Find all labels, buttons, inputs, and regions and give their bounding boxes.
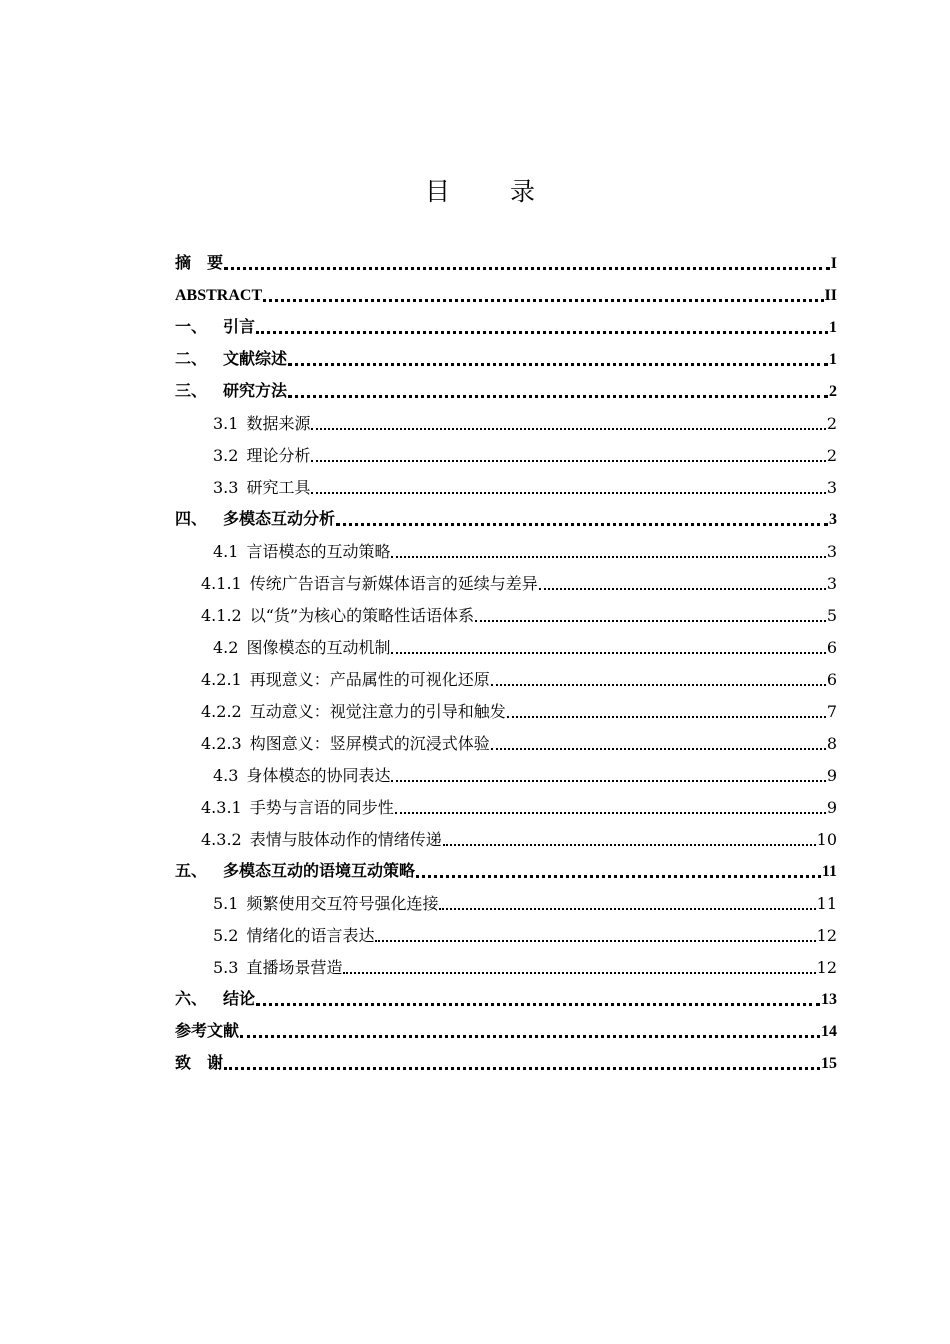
toc-entry-page-number: 5	[826, 606, 837, 625]
toc-entry-page-number: 9	[826, 766, 837, 785]
toc-entry-number: 3.1	[213, 414, 239, 433]
toc-entry[interactable]	[175, 594, 837, 626]
toc-dot-leader	[240, 1035, 820, 1038]
toc-entry[interactable]	[175, 402, 837, 434]
toc-entry-label	[175, 990, 255, 1010]
toc-entry-label	[201, 606, 474, 626]
toc-entry-label	[213, 478, 310, 498]
toc-entry[interactable]	[175, 850, 837, 882]
toc-dot-leader	[256, 331, 828, 334]
toc-entry-label	[201, 734, 490, 754]
toc-entry-text: 互动意义：视觉注意力的引导和触发	[249, 702, 506, 721]
toc-entry[interactable]	[175, 946, 837, 978]
toc-entry-page-number: 14	[821, 1023, 837, 1040]
toc-entry-text: 图像模态的互动机制	[246, 638, 391, 657]
toc-entry-page-number: I	[830, 255, 837, 272]
toc-entry[interactable]	[175, 754, 837, 786]
toc-entry-label	[201, 574, 538, 594]
toc-entry-page-number: 7	[826, 702, 837, 721]
toc-entry-label	[175, 862, 415, 882]
toc-entry-text: 频繁使用交互符号强化连接	[246, 894, 439, 913]
toc-dot-leader	[336, 523, 828, 526]
toc-entry-number: 4.2.2	[201, 702, 242, 721]
toc-entry-label	[201, 670, 490, 690]
toc-entry[interactable]	[175, 274, 837, 306]
toc-entry-label	[213, 638, 390, 658]
toc-entry-label	[213, 414, 310, 434]
toc-entry-number: 4.1	[213, 542, 239, 561]
toc-dot-leader	[256, 1003, 820, 1006]
toc-entry-text: 身体模态的协同表达	[246, 766, 391, 785]
toc-dot-leader	[311, 428, 825, 430]
toc-entry-text: 传统广告语言与新媒体语言的延续与差异	[249, 574, 538, 593]
toc-entry-label	[213, 926, 374, 946]
toc-entry-text: 致 谢	[175, 1055, 224, 1072]
toc-entry-number: 六、	[175, 991, 208, 1008]
toc-entry-label	[175, 1054, 223, 1074]
toc-entry-number: 二、	[175, 351, 208, 368]
toc-entry-label	[175, 510, 335, 530]
toc-entry[interactable]	[175, 1010, 837, 1042]
toc-entry[interactable]	[175, 786, 837, 818]
toc-entry-number: 3.2	[213, 446, 239, 465]
toc-dot-leader	[491, 684, 826, 686]
toc-entry-number: 5.1	[213, 894, 239, 913]
toc-entry-label	[213, 958, 342, 978]
toc-entry[interactable]	[175, 882, 837, 914]
toc-entry[interactable]	[175, 498, 837, 530]
toc-entry-label	[213, 894, 438, 914]
toc-entry-label	[175, 1022, 239, 1042]
toc-entry[interactable]	[175, 530, 837, 562]
toc-entry[interactable]	[175, 914, 837, 946]
toc-entry-page-number: 11	[821, 863, 837, 880]
toc-entry-number: 4.1.2	[201, 606, 242, 625]
toc-entry-page-number: 3	[826, 574, 837, 593]
toc-entry-text: 结论	[223, 991, 256, 1008]
toc-entry-text: 数据来源	[246, 414, 311, 433]
toc-entry[interactable]	[175, 978, 837, 1010]
toc-entry-text: 研究工具	[246, 478, 311, 497]
toc-dot-leader	[288, 363, 828, 366]
toc-entry-number: 一、	[175, 319, 208, 336]
toc-entry-number: 4.2.1	[201, 670, 242, 689]
toc-dot-leader	[475, 620, 826, 622]
toc-entry-text: 多模态互动的语境互动策略	[223, 863, 416, 880]
toc-entry-page-number: 9	[826, 798, 837, 817]
toc-entry[interactable]	[175, 690, 837, 722]
toc-dot-leader	[491, 748, 826, 750]
toc-dot-leader	[263, 299, 823, 302]
toc-entry-page-number: 8	[826, 734, 837, 753]
toc-dot-leader	[416, 875, 821, 878]
toc-entry-page-number: 3	[829, 511, 837, 528]
toc-entry-label	[201, 702, 506, 722]
toc-entry-label	[175, 286, 262, 306]
toc-entry[interactable]	[175, 338, 837, 370]
toc-entry-page-number: 12	[816, 958, 837, 977]
toc-dot-leader	[391, 780, 825, 782]
toc-dot-leader	[224, 267, 830, 270]
toc-entry-label	[213, 446, 310, 466]
toc-dot-leader	[391, 652, 825, 654]
toc-entry-page-number: 3	[826, 478, 837, 497]
toc-entry-page-number: 6	[826, 638, 837, 657]
toc-entry-number: 三、	[175, 383, 208, 400]
toc-dot-leader	[507, 716, 826, 718]
toc-dot-leader	[539, 588, 826, 590]
toc-entry-label	[175, 350, 287, 370]
toc-entry-page-number: 12	[816, 926, 837, 945]
toc-entry-text: 构图意义：竖屏模式的沉浸式体验	[249, 734, 490, 753]
toc-entry-page-number: 2	[826, 414, 837, 433]
toc-entry-number: 3.3	[213, 478, 239, 497]
toc-entry-text: 研究方法	[223, 383, 288, 400]
toc-entry-text: 多模态互动分析	[223, 511, 336, 528]
toc-dot-leader	[395, 812, 826, 814]
toc-entry-label	[201, 830, 442, 850]
toc-entry[interactable]	[175, 370, 837, 402]
toc-dot-leader	[375, 940, 815, 942]
toc-entry-text: 情绪化的语言表达	[246, 926, 375, 945]
toc-entry[interactable]	[175, 658, 837, 690]
toc-entry-label	[175, 254, 223, 274]
toc-entry-page-number: 1	[829, 319, 837, 336]
toc-entry-number: 5.3	[213, 958, 239, 977]
toc-entry-page-number: 13	[821, 991, 837, 1008]
toc-entry[interactable]	[175, 626, 837, 658]
toc-entry-label	[175, 318, 255, 338]
toc-entry-page-number: 15	[821, 1055, 837, 1072]
toc-entry-text: 再现意义：产品属性的可视化还原	[249, 670, 490, 689]
toc-entry[interactable]	[175, 1042, 837, 1074]
toc-entry-page-number: 6	[826, 670, 837, 689]
toc-dot-leader	[439, 908, 815, 910]
toc-entry-page-number: 1	[829, 351, 837, 368]
toc-entry-text: 引言	[223, 319, 256, 336]
toc-entry-page-number: 3	[826, 542, 837, 561]
toc-entry-number: 4.2.3	[201, 734, 242, 753]
toc-entry-number: 4.3.1	[201, 798, 242, 817]
toc-entry-number: 五、	[175, 863, 208, 880]
toc-entry[interactable]	[175, 466, 837, 498]
toc-entry[interactable]	[175, 242, 837, 274]
toc-entry-number: 4.1.1	[201, 574, 242, 593]
toc-entry-number: 4.3.2	[201, 830, 242, 849]
toc-entry-text: 文献综述	[223, 351, 288, 368]
toc-entry-page-number: II	[824, 287, 837, 304]
toc-dot-leader	[224, 1067, 820, 1070]
toc-dot-leader	[311, 492, 825, 494]
toc-entry-label	[201, 798, 394, 818]
toc-entry-number: 4.3	[213, 766, 239, 785]
toc-entry-number: 四、	[175, 511, 208, 528]
toc-entry-text: 理论分析	[246, 446, 311, 465]
toc-entry-number: 5.2	[213, 926, 239, 945]
toc-dot-leader	[343, 972, 815, 974]
toc-entry-page-number: 11	[816, 894, 837, 913]
toc-entry[interactable]	[175, 434, 837, 466]
toc-entry-text: 摘 要	[175, 255, 224, 272]
toc-title: 目 录	[425, 177, 561, 206]
toc-dot-leader	[311, 460, 825, 462]
toc-entry-label	[213, 542, 390, 562]
toc-entry-label	[175, 382, 287, 402]
toc-entry-page-number: 2	[829, 383, 837, 400]
toc-dot-leader	[288, 395, 828, 398]
toc-entry-text: 表情与肢体动作的情绪传递	[249, 830, 442, 849]
table-of-contents	[175, 242, 837, 1074]
toc-entry-text: 参考文献	[175, 1023, 240, 1040]
toc-dot-leader	[443, 844, 816, 846]
toc-entry-text: 直播场景营造	[246, 958, 343, 977]
toc-entry-page-number: 10	[816, 830, 837, 849]
toc-entry[interactable]	[175, 722, 837, 754]
toc-entry[interactable]	[175, 818, 837, 850]
toc-entry-text: 手势与言语的同步性	[249, 798, 394, 817]
toc-entry-number: 4.2	[213, 638, 239, 657]
toc-entry-text: 以“货”为核心的策略性话语体系	[249, 606, 475, 625]
toc-entry[interactable]	[175, 306, 837, 338]
toc-entry-text: ABSTRACT	[175, 287, 263, 304]
toc-entry-label	[213, 766, 390, 786]
toc-entry-page-number: 2	[826, 446, 837, 465]
toc-entry[interactable]	[175, 562, 837, 594]
toc-dot-leader	[391, 556, 825, 558]
toc-entry-text: 言语模态的互动策略	[246, 542, 391, 561]
